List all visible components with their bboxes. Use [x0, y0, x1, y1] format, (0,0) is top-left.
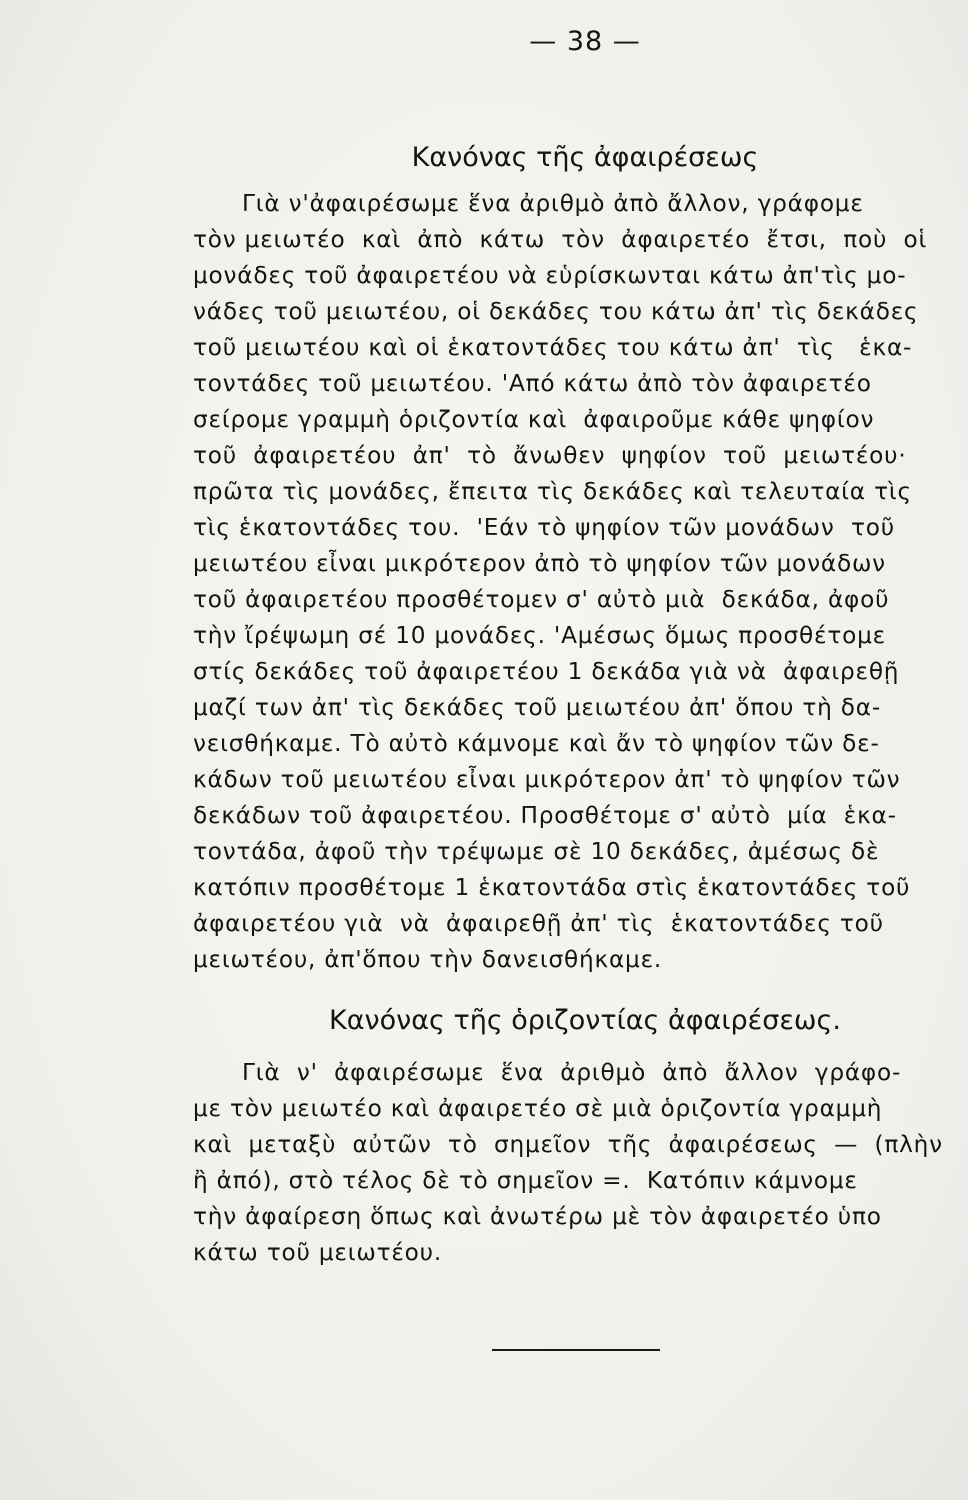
text-line: Γιὰ ν'ἀφαιρέσωμε ἕνα ἀριθμὸ ἀπὸ ἄλλον, γράφομε: [193, 190, 864, 217]
text-line: Γιὰ ν' ἀφαιρέσωμε ἕνα ἀριθμὸ ἀπὸ ἄλλον γράφο-: [193, 1059, 902, 1086]
text-line: καὶ μεταξὺ αὐτῶν τὸ σημεῖον τῆς ἀφαιρέσεως — (πλὴν: [193, 1131, 943, 1158]
text-line: νάδες τοῦ μειωτέου, οἱ δεκάδες του κάτω ἀπ' τὶς δεκάδες: [193, 298, 919, 325]
text-line: κάδων τοῦ μειωτέου εἶναι μικρότερον ἀπ' τὸ ψηφίον τῶν: [193, 766, 901, 793]
text-line: στίς δεκάδες τοῦ ἀφαιρετέου 1 δεκάδα γιὰ νὰ ἀφαιρεθῇ: [193, 658, 900, 685]
text-line: τοῦ μειωτέου καὶ οἱ ἑκατοντάδες του κάτω ἀπ' τὶς ἑκα-: [193, 334, 913, 361]
section-heading-subtraction-rule: Κανόνας τῆς ἀφαιρέσεως: [411, 142, 759, 173]
text-line: ἢ ἀπό), στὸ τέλος δὲ τὸ σημεῖον =. Κατόπιν κάμνομε: [193, 1167, 858, 1194]
text-line: σείρομε γραμμὴ ὁριζοντία καὶ ἀφαιροῦμε κάθε ψηφίον: [193, 406, 875, 433]
text-line: τοῦ ἀφαιρετέου ἀπ' τὸ ἄνωθεν ψηφίον τοῦ μειωτέου·: [193, 442, 907, 469]
text-line: μονάδες τοῦ ἀφαιρετέου νὰ εὑρίσκωνται κάτω ἀπ'τὶς μο-: [193, 262, 907, 289]
text-line: τὶς ἑκατοντάδες του. 'Εάν τὸ ψηφίον τῶν μονάδων τοῦ: [193, 514, 895, 541]
text-line: δεκάδων τοῦ ἀφαιρετέου. Προσθέτομε σ' αὐτὸ μία ἑκα-: [193, 802, 897, 829]
text-line: κάτω τοῦ μειωτέου.: [193, 1239, 443, 1266]
page-number: — 38 —: [529, 26, 641, 57]
paragraph-horizontal-subtraction-rule: [193, 1055, 968, 1271]
text-line: τὴν ἴρέψωμη σέ 10 μονάδες. 'Αμέσως ὅμως προσθέτομε: [193, 622, 886, 649]
text-line: τοῦ ἀφαιρετέου προσθέτομεν σ' αὐτὸ μιὰ δεκάδα, ἀφοῦ: [193, 586, 890, 613]
text-line: τοντάδες τοῦ μειωτέου. 'Από κάτω ἀπὸ τὸν ἀφαιρετέο: [193, 370, 872, 397]
text-line: μειωτέου, ἀπ'ὅπου τὴν δανεισθήκαμε.: [193, 946, 663, 973]
text-line: τὸν μειωτέο καὶ ἀπὸ κάτω τὸν ἀφαιρετέο ἔτσι, ποὺ οἱ: [193, 226, 928, 253]
text-line: μαζί των ἀπ' τὶς δεκάδες τοῦ μειωτέου ἀπ' ὅπου τὴ δα-: [193, 694, 882, 721]
section-heading-horizontal-subtraction-rule: Κανόνας τῆς ὁριζοντίας ἀφαιρέσεως.: [329, 1005, 841, 1036]
text-line: μειωτέου εἶναι μικρότερον ἀπὸ τὸ ψηφίον τῶν μονάδων: [193, 550, 886, 577]
text-line: κατόπιν προσθέτομε 1 ἑκατοντάδα στὶς ἑκατοντάδες τοῦ: [193, 874, 911, 901]
paragraph-subtraction-rule: [193, 186, 968, 978]
end-rule-divider: [492, 1349, 660, 1351]
text-line: με τὸν μειωτέο καὶ ἀφαιρετέο σὲ μιὰ ὁριζοντία γραμμὴ: [193, 1095, 883, 1122]
text-line: ἀφαιρετέου γιὰ νὰ ἀφαιρεθῇ ἀπ' τὶς ἑκατοντάδες τοῦ: [193, 910, 884, 937]
text-line: τοντάδα, ἀφοῦ τὴν τρέψωμε σὲ 10 δεκάδες, ἀμέσως δὲ: [193, 838, 880, 865]
text-line: πρῶτα τὶς μονάδες, ἔπειτα τὶς δεκάδες καὶ τελευταία τὶς: [193, 478, 912, 505]
text-line: νεισθήκαμε. Τὸ αὐτὸ κάμνομε καὶ ἄν τὸ ψηφίον τῶν δε-: [193, 730, 880, 757]
text-line: τὴν ἀφαίρεση ὅπως καὶ ἀνωτέρω μὲ τὸν ἀφαιρετέο ὑπο: [193, 1203, 882, 1230]
